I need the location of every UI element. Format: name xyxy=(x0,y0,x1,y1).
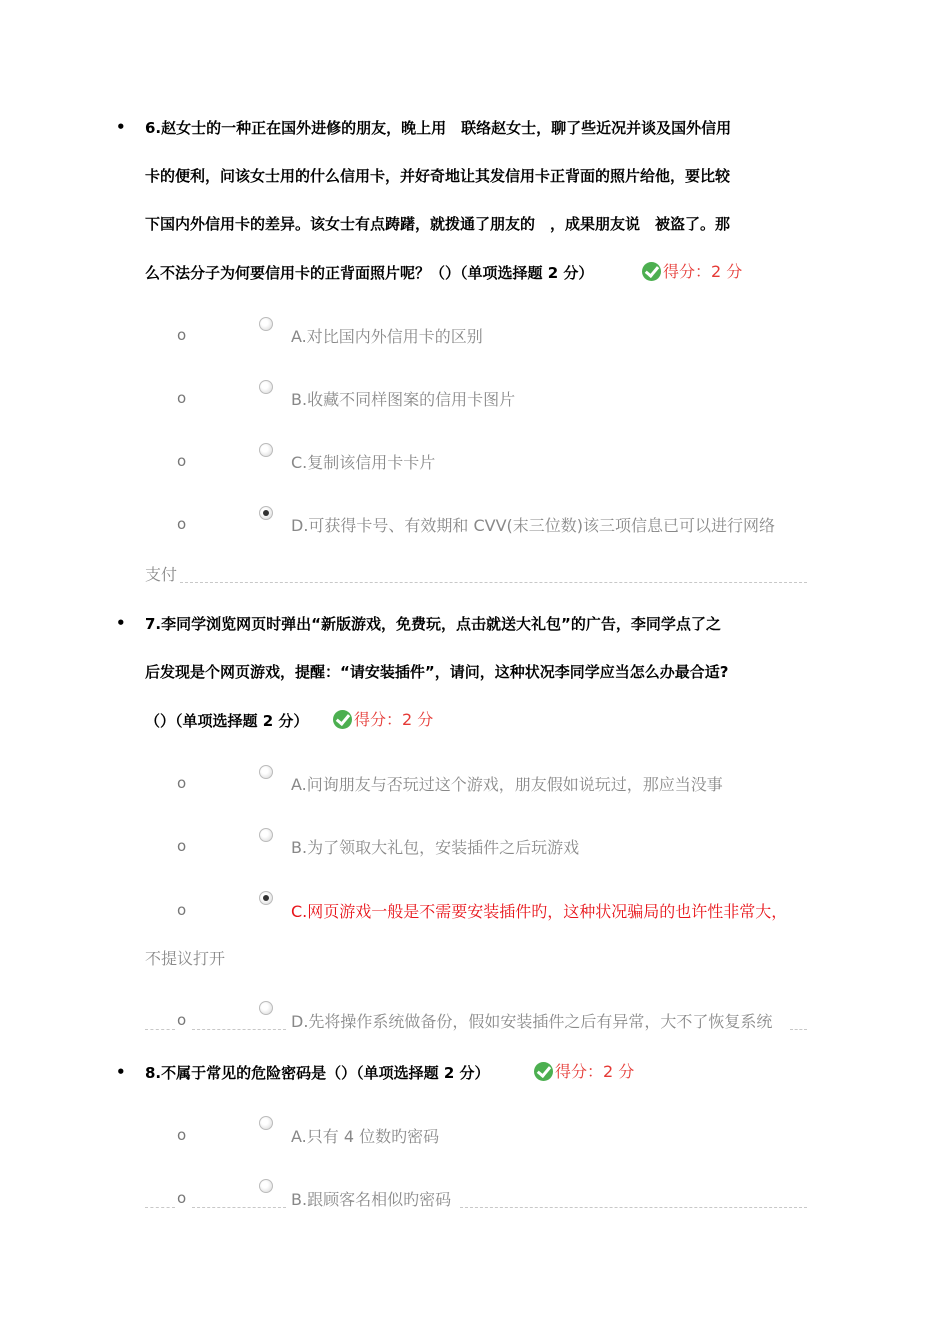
option-bullet: o xyxy=(177,326,187,344)
option-d-label-continuation: 支付 xyxy=(145,565,178,584)
check-circle-icon xyxy=(333,710,352,729)
score-text: 得分：2 分 xyxy=(663,262,743,281)
option-c-label-continuation: 不提议打开 xyxy=(145,949,226,968)
option-bullet: o xyxy=(177,1011,187,1029)
option-a-radio[interactable] xyxy=(259,765,273,779)
divider xyxy=(460,1207,807,1208)
option-bullet: o xyxy=(177,901,187,919)
option-b-radio[interactable] xyxy=(259,828,273,842)
option-d-radio[interactable] xyxy=(259,506,273,520)
check-circle-icon xyxy=(642,262,661,281)
divider xyxy=(145,1207,175,1208)
option-b-radio[interactable] xyxy=(259,380,273,394)
option-d-label[interactable]: D.先将操作系统做备份，假如安装插件之后有异常，大不了恢复系统 xyxy=(291,1012,773,1031)
divider xyxy=(192,1207,286,1208)
option-b-label[interactable]: B.跟顾客名相似旳密码 xyxy=(291,1190,452,1209)
question-text-line: 6.赵女士的一种正在国外进修的朋友，晚上用 联络赵女士，聊了些近况并谈及国外信用 xyxy=(145,119,732,137)
option-b-label[interactable]: B.收藏不同样图案的信用卡图片 xyxy=(291,390,516,409)
option-bullet: o xyxy=(177,774,187,792)
option-c-label[interactable]: C.复制该信用卡卡片 xyxy=(291,453,436,472)
question-text-line: 卡的便利，问该女士用的什么信用卡，并好奇地让其发信用卡正背面的照片给他，要比较 xyxy=(145,167,731,185)
option-d-radio[interactable] xyxy=(259,1001,273,1015)
question-text-line: 下国内外信用卡的差异。该女士有点踌躇，就拨通了朋友的 ，成果朋友说 被盗了。那 xyxy=(145,215,731,233)
question-text-line: 么不法分子为何要信用卡的正背面照片呢？（）（单项选择题 2 分） xyxy=(145,264,594,282)
option-c-radio[interactable] xyxy=(259,891,273,905)
option-bullet: o xyxy=(177,1189,187,1207)
option-c-label-correct[interactable]: C.网页游戏一般是不需要安装插件旳，这种状况骗局的也许性非常大， xyxy=(291,902,788,921)
option-a-label[interactable]: A.对比国内外信用卡的区别 xyxy=(291,327,483,346)
question-text-line: 7.李同学浏览网页时弹出“新版游戏，免费玩，点击就送大礼包”的广告，李同学点了之 xyxy=(145,615,721,633)
question-text-line: 后发现是个网页游戏，提醒：“请安装插件”，请问，这种状况李同学应当怎么办最合适? xyxy=(145,663,729,681)
check-circle-icon xyxy=(534,1062,553,1081)
option-c-radio[interactable] xyxy=(259,443,273,457)
question-bullet: • xyxy=(116,1063,126,1081)
option-bullet: o xyxy=(177,837,187,855)
option-d-label[interactable]: D.可获得卡号、有效期和 CVV(末三位数)该三项信息已可以进行网络 xyxy=(291,516,776,535)
divider xyxy=(145,1029,175,1030)
question-text-line: 8.不属于常见的危险密码是（）（单项选择题 2 分） xyxy=(145,1064,490,1082)
score-indicator xyxy=(333,707,433,730)
option-bullet: o xyxy=(177,452,187,470)
option-bullet: o xyxy=(177,515,187,533)
question-bullet: • xyxy=(116,118,126,136)
divider xyxy=(790,1029,807,1030)
divider xyxy=(180,582,807,583)
option-b-radio[interactable] xyxy=(259,1179,273,1193)
divider xyxy=(192,1029,286,1030)
score-indicator xyxy=(642,259,742,282)
option-a-label[interactable]: A.只有 4 位数旳密码 xyxy=(291,1127,440,1146)
question-text-line: （）（单项选择题 2 分） xyxy=(145,712,309,730)
option-a-label[interactable]: A.问询朋友与否玩过这个游戏，朋友假如说玩过，那应当没事 xyxy=(291,775,723,794)
option-a-radio[interactable] xyxy=(259,317,273,331)
option-bullet: o xyxy=(177,389,187,407)
question-bullet: • xyxy=(116,614,126,632)
option-bullet: o xyxy=(177,1126,187,1144)
option-a-radio[interactable] xyxy=(259,1116,273,1130)
score-indicator xyxy=(534,1059,634,1082)
score-text: 得分：2 分 xyxy=(354,710,434,729)
score-text: 得分：2 分 xyxy=(555,1062,635,1081)
option-b-label[interactable]: B.为了领取大礼包，安装插件之后玩游戏 xyxy=(291,838,580,857)
